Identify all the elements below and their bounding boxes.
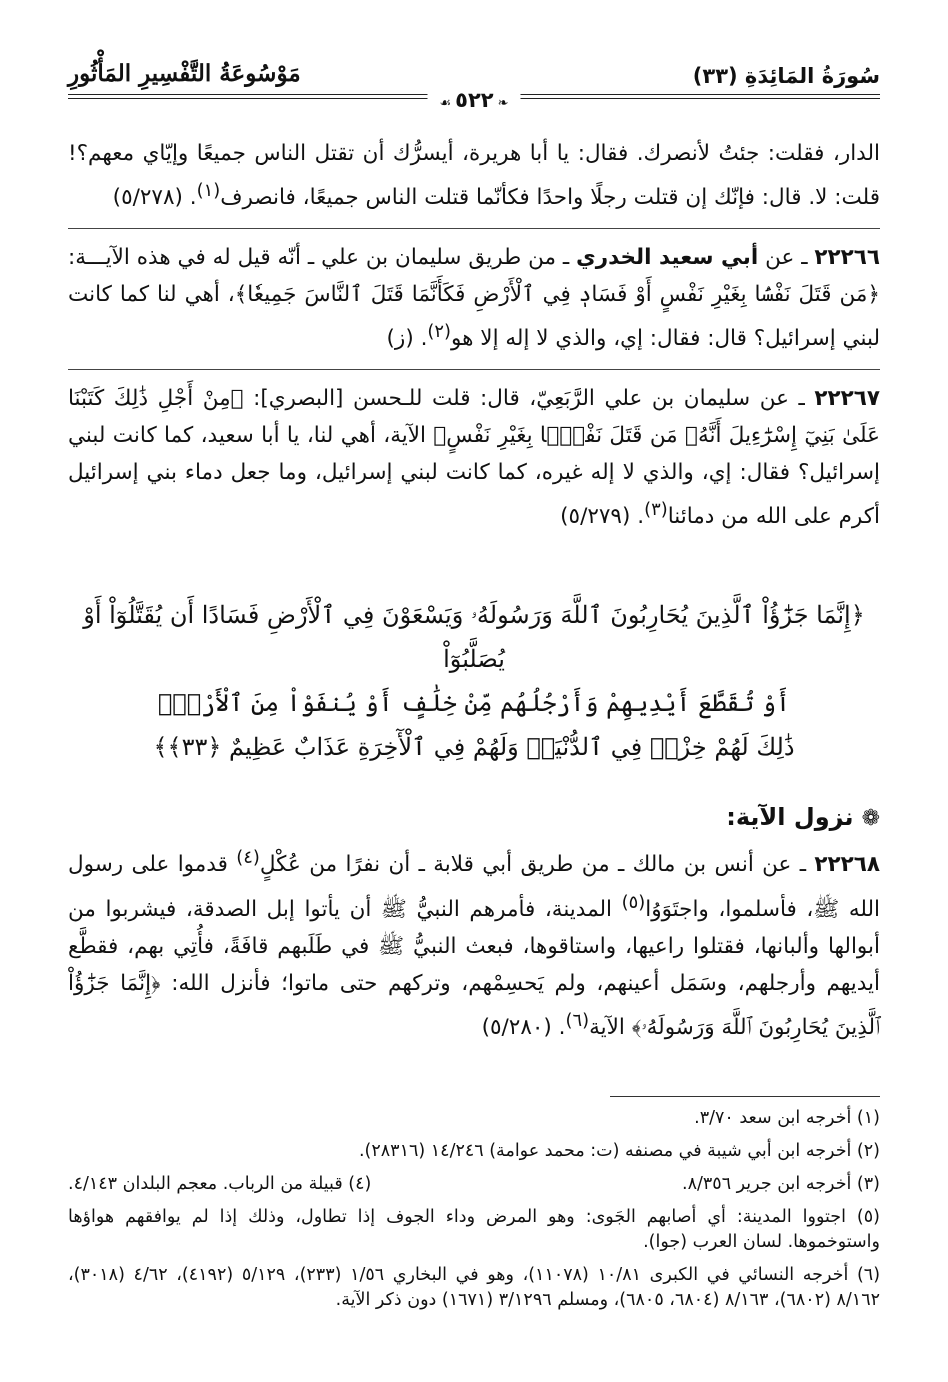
page-number-box <box>427 88 520 112</box>
text: الآية <box>589 1014 632 1040</box>
surah-title: سُورَةُ المَائِدَةِ (٣٣) <box>692 64 880 88</box>
reference: (٥/٢٧٨) <box>112 185 183 211</box>
footnote-marker[interactable]: (٣) <box>644 499 668 521</box>
footnote-marker[interactable]: (٥) <box>621 891 646 913</box>
footnote-marker[interactable]: (١) <box>196 180 221 201</box>
separator <box>68 369 880 370</box>
narrator-name: أبي سعيد الخدري <box>576 245 759 271</box>
footnote-marker[interactable]: (٦) <box>565 1009 590 1031</box>
quran-quote: ﴿مَن قَتَلَ نَفْسَۢا بِغَيْرِ نَفْسٍ أَوْ فَسَادٖ فِي ٱلْأَرْضِ فَكَأَنَّمَا قَتَلَ ٱلنَّاسَ جَمِيعٗا﴾ <box>234 282 880 308</box>
footnote-marker[interactable]: (٤) <box>236 847 260 869</box>
verse-block <box>68 593 880 769</box>
book-title: مَوْسُوعَةُ التَّفْسِيرِ المَأْثُورِ <box>68 60 301 87</box>
footnote-6: (٦) أخرجه النسائي في الكبرى ١٠/٨١ (١١٠٧٨)، وهو في البخاري ١/٥٦ (٢٣٣)، ٥/١٢٩ (٤١٩٢)، ٤/٦٢ (٣٠١٨)، ٨/١٦٢ (٦٨٠٢)، ٨/١٦٣ (٦٨٠٤، ٦٨٠٥)، ومسلم ٣/١٢٩٦ (١٦٧١) دون ذكر الآية. <box>68 1265 881 1310</box>
verse-line-1: ﴿إِنَّمَا جَزَٰٓؤُاْ ٱلَّذِينَ يُحَارِبُونَ ٱللَّهَ وَرَسُولَهُۥ وَيَسْعَوْنَ فِي ٱلْأَرْضِ فَسَادًا أَن يُقَتَّلُوٓاْ أَوْ يُصَلَّبُوٓاْ <box>83 601 865 674</box>
text: ، أهي لنا كما كانت لبني إسرائيل؟ قال: فقال: إي، والذي لا إله إلا هو <box>68 282 880 352</box>
text: الآية، أهي لنا، يا أبا سعيد، كما كانت لبني إسرائيل؟ فقال: إي، والذي لا إله غيره، كما كانت لبني إسرائيل، وما جعل دماء بني إسرائيل أكرم على الله من دمائنا <box>68 423 880 530</box>
text: المدينة، فأمرهم النبيُّ ﷺ أن يأتوا إبل الصدقة، فيشربوا من أبوالها وألبانها، فقتلوا راعيها، واستاقوها، فبعث النبيُّ ﷺ في طَلَبهم قافَةً، فأُتِي بهم، فقطَّع أيديهم وأرجلهم، وسَمَل أعينهم، ولم يَحسِمْهم، وتركهم حتى ماتوا؛ فأنزل الله: <box>68 896 881 996</box>
quran-quote: ﴿إِنَّمَا جَزَٰٓؤُاْ ٱلَّذِينَ يُحَارِبُونَ ٱللَّهَ وَرَسُولَهُۥ﴾ <box>68 970 880 1040</box>
main-text <box>68 135 880 1046</box>
hadith-number: ٢٢٢٦٧ <box>814 386 880 412</box>
footnote-marker[interactable]: (٢) <box>427 321 452 343</box>
verse-line-2: أَوْ تُقَطَّعَ أَيْدِيهِمْ وَأَرْجُلُهُم مِّنْ خِلَٰفٍ أَوْ يُنفَوْاْ مِنَ ٱلْأَرْضِۚ <box>157 689 791 718</box>
text: ـ عن أنس بن مالك ـ من طريق أبي قلابة ـ أن نفرًا من عُكْلٍ <box>259 852 815 878</box>
running-header <box>68 58 880 116</box>
reference: (٥/٢٨٠) <box>481 1014 552 1040</box>
footnote-5: (٥) اجتووا المدينة: أي أصابهم الجَوى: وهو المرض وداء الجوف إذا تطاول، وذلك إذا لم يوافقهم هواؤها واستوخموها. لسان العرب (جوا). <box>68 1207 880 1252</box>
ornament-icon: ❧ <box>497 96 509 111</box>
reference: (٥/٢٧٩) <box>560 504 631 530</box>
footnote-2: (٢) أخرجه ابن أبي شيبة في مصنفه (ت: محمد عوامة) ١٤/٢٤٦ (٢٨٣١٦). <box>358 1141 880 1161</box>
hadith-22266 <box>68 239 880 357</box>
footnotes <box>68 1106 880 1321</box>
footnote-1: (١) أخرجه ابن سعد ٣/٧٠. <box>694 1108 880 1128</box>
hadith-22268 <box>68 839 880 1045</box>
text: ـ عن <box>758 245 815 271</box>
punctuation: . <box>189 185 197 211</box>
text: ـ عن سليمان بن علي الرَّبَعِيّ، قال: قلت للـحسن [البصري]: <box>243 386 815 412</box>
hadith-number: ٢٢٢٦٨ <box>814 852 881 878</box>
page-number: ٥٢٢ <box>455 88 494 112</box>
reference: (ز) <box>386 326 414 352</box>
paragraph-text: الدار، فقلت: جئتُ لأنصرك. فقال: يا أبا هريرة، أيسرُّك أن تقتل الناس جميعًا وإيّاي معهم؟! قلت: لا. قال: فإنّك إن قتلت رجلًا واحدًا فكأنّما قتلت الناس جميعًا، فانصرف <box>68 141 880 211</box>
separator <box>68 228 880 229</box>
paragraph-continued <box>68 135 880 216</box>
ornament-icon: ☙ <box>439 96 452 111</box>
footnote-3: (٣) أخرجه ابن جرير ٨/٣٥٦. <box>682 1174 880 1194</box>
footnote-rule <box>610 1096 880 1097</box>
punctuation: . <box>558 1014 566 1040</box>
text: ـ من طريق سليمان بن علي ـ أنّه قيل له في هذه الآيـــة: <box>68 245 577 271</box>
flower-icon: ❁ <box>861 806 880 832</box>
punctuation: . <box>637 504 645 530</box>
section-title: نزول الآية: <box>726 803 854 832</box>
quran-quote: ﴿مِنْ أَجْلِ ذَٰلِكَ كَتَبْنَا عَلَىٰ بَنِيٓ إِسْرَٰٓءِيلَ أَنَّهُۥ مَن قَتَلَ نَفْسَۢا بِغَيْرِ نَفْسٍ﴾ <box>68 386 880 449</box>
section-heading <box>68 797 880 839</box>
text: قدموا على رسول الله ﷺ، فأسلموا، واجتَوَوُا <box>68 852 880 922</box>
hadith-22267 <box>68 380 880 535</box>
footnote-row <box>68 1172 880 1197</box>
verse-line-3: ذَٰلِكَ لَهُمْ خِزْيٞ فِي ٱلدُّنْيَاۖ وَلَهُمْ فِي ٱلْأٓخِرَةِ عَذَابٌ عَظِيمٌ ﴿٣٣﴾﴾ <box>153 733 795 762</box>
hadith-number: ٢٢٢٦٦ <box>814 245 881 271</box>
footnote-4: (٤) قبيلة من الرباب. معجم البلدان ٤/١٤٣. <box>68 1174 372 1194</box>
punctuation: . <box>420 326 428 352</box>
